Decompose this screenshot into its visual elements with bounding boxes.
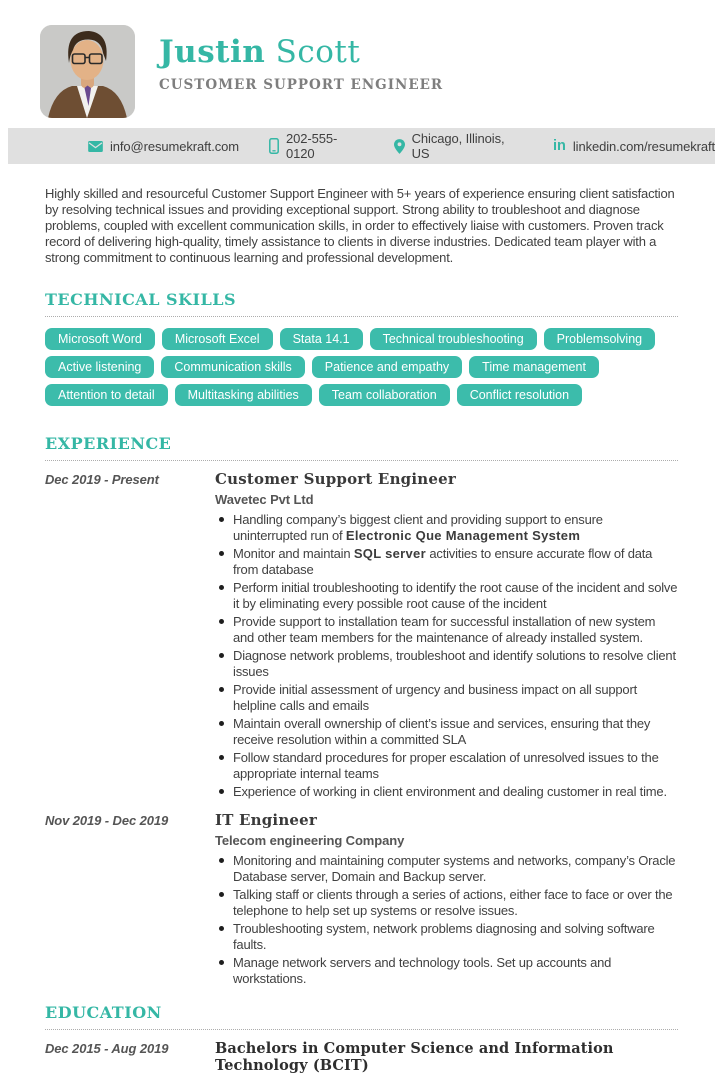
contact-text: info@resumekraft.com: [110, 138, 239, 154]
skill-chip: Time management: [469, 356, 599, 378]
skill-chip: Technical troubleshooting: [370, 328, 537, 350]
list-item: Follow standard procedures for proper escalation of unresolved issues to the appropriate internal teams: [233, 750, 678, 782]
job-company: Wavetec Pvt Ltd: [215, 492, 314, 507]
experience-list: [45, 470, 678, 989]
first-name: Justin: [159, 34, 266, 70]
person-name: [159, 35, 443, 69]
list-item: Provide support to installation team for successful installation of new system and other team members for the maintenance of already installed system.: [233, 614, 678, 646]
experience-entry: [45, 811, 678, 989]
linkedin-icon: in: [553, 137, 566, 154]
education-list: [45, 1039, 678, 1074]
phone-icon: [269, 138, 279, 154]
skill-chip: Active listening: [45, 356, 154, 378]
education-degree: Bachelors in Computer Science and Information Technology (BCIT): [215, 1040, 614, 1074]
skill-chip: Conflict resolution: [457, 384, 582, 406]
contact-bar: [8, 128, 715, 164]
list-item: Troubleshooting system, network problems diagnosing and solving software faults.: [233, 921, 678, 953]
education-section: [45, 1003, 678, 1074]
list-item: Monitoring and maintaining computer systems and networks, company’s Oracle Database server, Domain and Backup server.: [233, 853, 678, 885]
skill-chip: Attention to detail: [45, 384, 168, 406]
contact-item: [394, 131, 523, 161]
list-item: Experience of working in client environment and dealing customer in real time.: [233, 784, 678, 800]
job-bullets: [215, 512, 678, 800]
experience-entry: [45, 470, 678, 802]
job-bullets: [215, 853, 678, 987]
list-item: Perform initial troubleshooting to identify the root cause of the incident and solve it by eliminating every possible root cause of the incident: [233, 580, 678, 611]
skill-chip: Problemsolving: [544, 328, 655, 350]
job-title: Customer Support Engineer: [215, 470, 456, 488]
job-title: IT Engineer: [215, 811, 318, 829]
profile-photo: [40, 25, 135, 118]
education-entry: [45, 1039, 678, 1074]
list-item: Manage network servers and technology tools. Set up accounts and workstations.: [233, 955, 678, 987]
emphasized-term: SQL server: [353, 546, 426, 561]
resume-header: [0, 0, 723, 118]
list-item: Provide initial assessment of urgency and business impact on all support helpline calls and emails: [233, 682, 678, 714]
profile-photo-illustration: [40, 25, 135, 118]
job-headline: CUSTOMER SUPPORT ENGINEER: [159, 77, 444, 94]
education-dates: Dec 2015 - Aug 2019: [45, 1041, 169, 1056]
list-item: Handling company’s biggest client and providing support to ensure uninterrupted run of Electronic Que Management System: [233, 512, 678, 544]
contact-item: [88, 139, 239, 154]
list-item: Diagnose network problems, troubleshoot and identify solutions to resolve client issues: [233, 648, 678, 680]
experience-section: [45, 434, 678, 989]
education-body: [215, 1039, 678, 1074]
technical-skills-heading: TECHNICAL SKILLS: [45, 290, 678, 317]
experience-heading: EXPERIENCE: [45, 434, 678, 461]
list-item: Maintain overall ownership of client’s issue and services, ensuring that they receive resolution within a committed SLA: [233, 716, 678, 748]
job-dates: Dec 2019 - Present: [45, 472, 159, 487]
list-item: Talking staff or clients through a series of actions, either face to face or over the telephone to help set up systems or resolve issues.: [233, 887, 678, 919]
email-icon: [88, 141, 103, 152]
education-heading: EDUCATION: [45, 1003, 678, 1030]
summary-paragraph: Highly skilled and resourceful Customer Support Engineer with 5+ years of experience ensuring client satisfaction by resolving technical issues and providing exceptional support. Strong ability to troubleshoot and diagnose problems, coupled with excellent communication skills, in order to effectively liaise with customers. Proven track record of delivering high-quality, timely assistance to clients in diverse industries. Dedicated team player with a strong commitment to continuous learning and professional development.: [45, 186, 675, 265]
resume-body: [0, 186, 723, 1074]
skill-chip: Multitasking abilities: [175, 384, 312, 406]
skill-chip: Team collaboration: [319, 384, 450, 406]
last-name: Scott: [275, 34, 361, 70]
skill-chip: Microsoft Word: [45, 328, 155, 350]
contact-item: [269, 131, 364, 161]
skill-chip: Patience and empathy: [312, 356, 462, 378]
skills-chips: [45, 328, 678, 406]
technical-skills-section: [45, 290, 678, 406]
skill-chip: Stata 14.1: [280, 328, 363, 350]
skill-chip: Microsoft Excel: [162, 328, 273, 350]
contact-item: [553, 139, 715, 154]
contact-text: Chicago, Illinois, US: [411, 131, 505, 161]
contact-text: 202-555-0120: [285, 131, 338, 161]
emphasized-term: Electronic Que Management System: [345, 528, 581, 543]
contact-text: linkedin.com/resumekraft: [572, 138, 715, 154]
job-company: Telecom engineering Company: [215, 833, 405, 848]
job-dates: Nov 2019 - Dec 2019: [45, 813, 169, 828]
job-body: [215, 811, 678, 989]
location-icon: [394, 139, 405, 154]
job-body: [215, 470, 678, 802]
list-item: Monitor and maintain SQL server activities to ensure accurate flow of data from database: [233, 546, 678, 578]
skill-chip: Communication skills: [161, 356, 304, 378]
